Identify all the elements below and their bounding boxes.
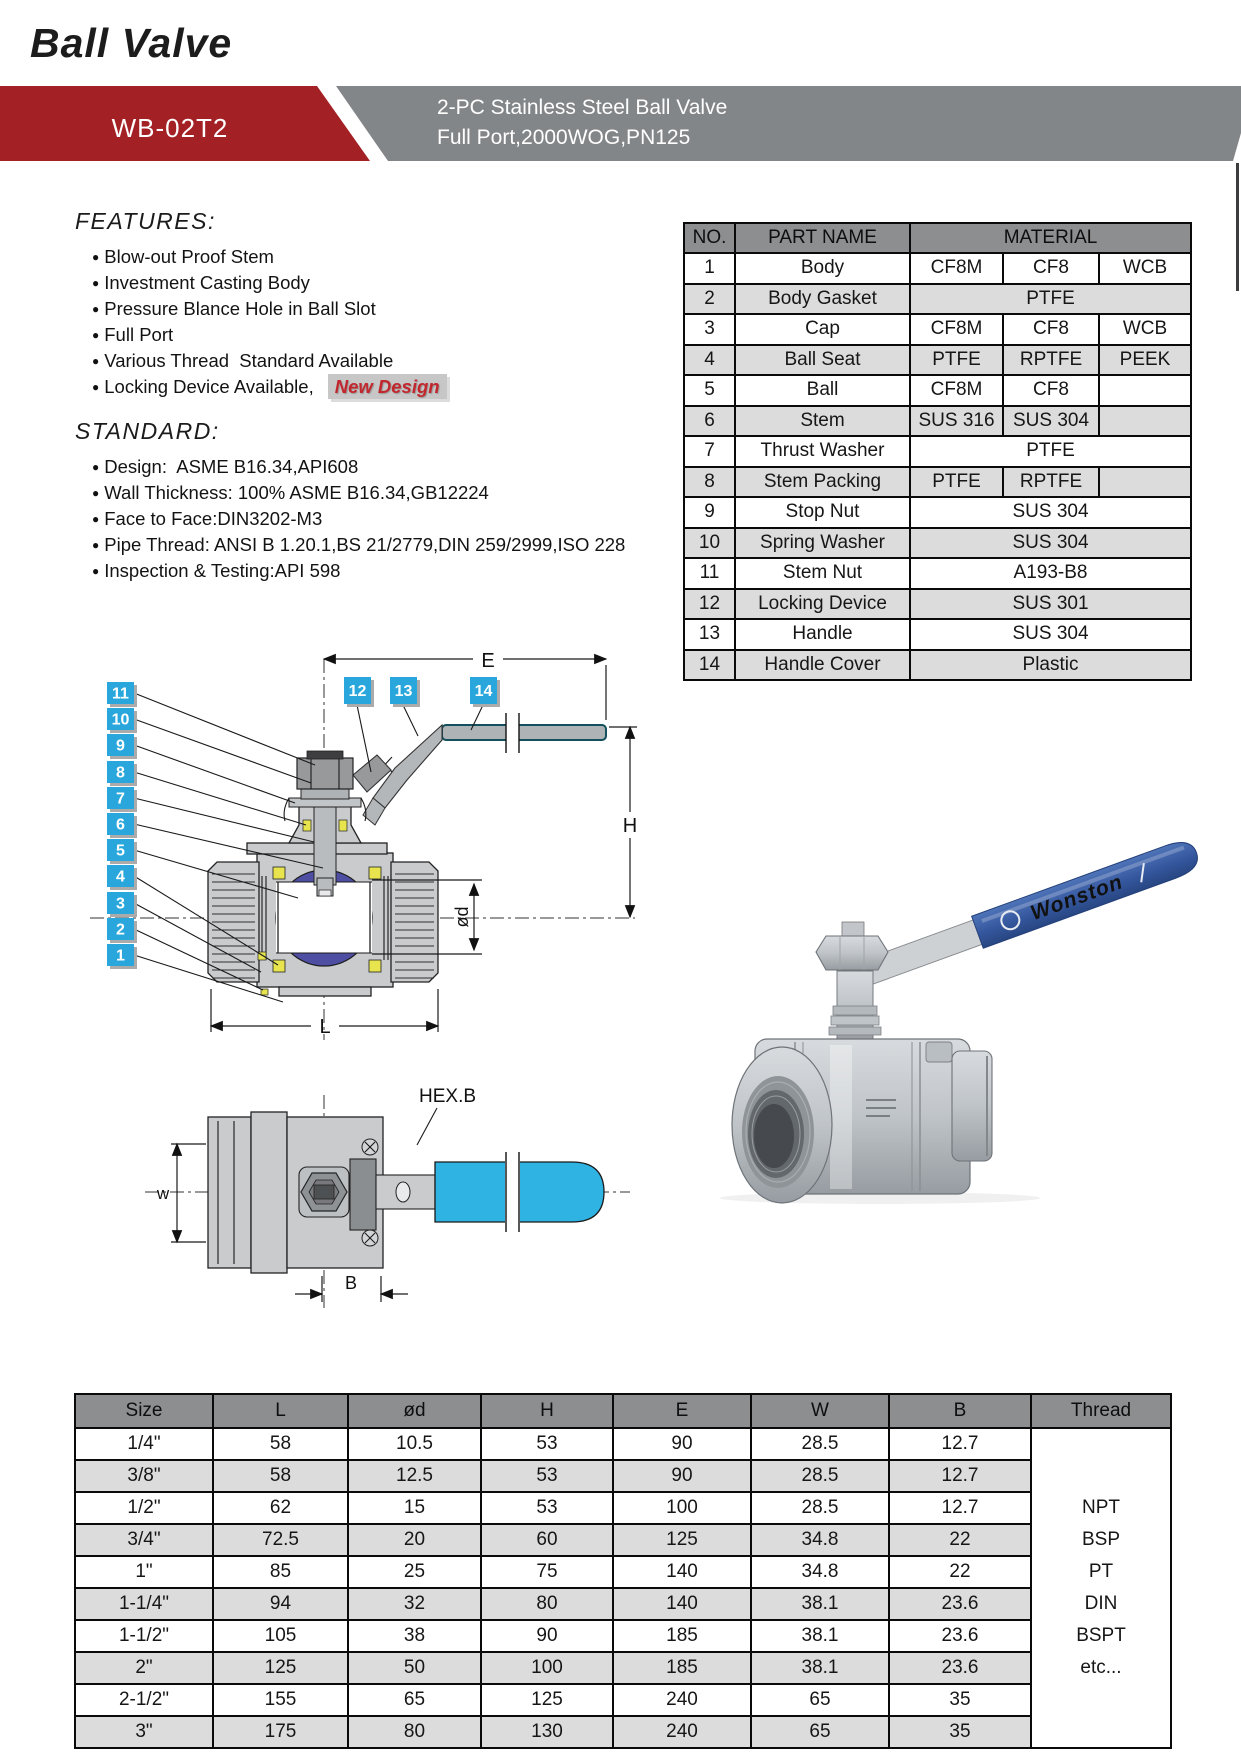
svg-text:2: 2 (116, 921, 125, 939)
technical-drawing (85, 640, 650, 1320)
table-row (684, 375, 1191, 406)
table-row (684, 314, 1191, 345)
callout-5 (107, 839, 137, 864)
svg-text:4: 4 (116, 868, 125, 886)
table-row (684, 528, 1191, 559)
product-photo (700, 770, 1241, 1205)
svg-text:8: 8 (116, 764, 125, 782)
dim-cell: 240 (613, 1684, 751, 1716)
part-name: Locking Device (735, 589, 910, 620)
svg-text:11: 11 (112, 685, 129, 703)
list-item (92, 558, 625, 584)
svg-text:12: 12 (348, 683, 367, 700)
dim-cell: 15 (348, 1492, 481, 1524)
dim-cell: 38.1 (751, 1620, 889, 1652)
dim-cell: 62 (213, 1492, 348, 1524)
part-material: CF8M (910, 314, 1003, 345)
part-no: 7 (684, 436, 735, 467)
part-name: Stop Nut (735, 497, 910, 528)
callout-11 (107, 682, 137, 707)
features-list (92, 244, 447, 400)
part-no: 14 (684, 650, 735, 681)
part-name: Body (735, 253, 910, 284)
part-no: 10 (684, 528, 735, 559)
dim-cell: 185 (613, 1652, 751, 1684)
table-row (75, 1588, 1171, 1620)
part-material (1099, 467, 1191, 498)
table-row (75, 1428, 1171, 1460)
part-material (1099, 406, 1191, 437)
part-material: WCB (1099, 314, 1191, 345)
svg-text:9: 9 (116, 737, 125, 755)
dim-label-B: B (344, 1273, 358, 1293)
scan-edge-artifact (1236, 163, 1239, 291)
svg-text:1: 1 (116, 947, 125, 965)
table-row (684, 284, 1191, 315)
dim-cell: 12.7 (889, 1460, 1031, 1492)
dim-cell: 35 (889, 1716, 1031, 1748)
dim-cell: 28.5 (751, 1428, 889, 1460)
dim-cell: 23.6 (889, 1620, 1031, 1652)
banner-subtitle (437, 93, 727, 153)
table-row (684, 619, 1191, 650)
col-E: E (613, 1394, 751, 1428)
table-row (684, 436, 1191, 467)
list-item (92, 348, 447, 374)
dim-label-W: w (156, 1184, 170, 1203)
callout-2 (107, 918, 137, 943)
part-name: Stem (735, 406, 910, 437)
col-od: ød (348, 1394, 481, 1428)
dim-cell: 53 (481, 1460, 613, 1492)
part-name: Handle Cover (735, 650, 910, 681)
dim-cell: 53 (481, 1492, 613, 1524)
callout-3 (107, 892, 137, 917)
dim-label-L: L (319, 1016, 331, 1038)
dim-cell: 65 (751, 1684, 889, 1716)
part-material: PEEK (1099, 345, 1191, 376)
dim-cell: 185 (613, 1620, 751, 1652)
size-cell: 1/4" (75, 1428, 213, 1460)
part-no: 2 (684, 284, 735, 315)
dim-cell: 12.7 (889, 1428, 1031, 1460)
part-material: SUS 304 (910, 619, 1191, 650)
thread-option: etc... (1080, 1657, 1122, 1678)
dim-cell: 105 (213, 1620, 348, 1652)
col-thread: Thread (1031, 1394, 1171, 1428)
part-no: 3 (684, 314, 735, 345)
thread-option: PT (1088, 1561, 1114, 1582)
part-no: 6 (684, 406, 735, 437)
standard-text: Face to Face:DIN3202-M3 (104, 508, 323, 529)
dim-cell: 12.5 (348, 1460, 481, 1492)
dim-cell: 125 (613, 1524, 751, 1556)
callout-10 (107, 708, 137, 733)
table-row (684, 558, 1191, 589)
size-cell: 1-1/4" (75, 1588, 213, 1620)
dim-cell: 23.6 (889, 1588, 1031, 1620)
dim-cell: 94 (213, 1588, 348, 1620)
dim-cell: 80 (348, 1716, 481, 1748)
callout-1 (107, 944, 137, 969)
top-view-drawing (145, 1086, 630, 1308)
table-header-row (75, 1394, 1171, 1428)
dim-cell: 130 (481, 1716, 613, 1748)
table-header-row (684, 223, 1191, 253)
part-name: Cap (735, 314, 910, 345)
thread-options-cell (1031, 1428, 1171, 1748)
standard-heading: STANDARD: (75, 418, 220, 444)
photo-handle (862, 837, 1203, 989)
part-material: PTFE (910, 345, 1003, 376)
part-material: WCB (1099, 253, 1191, 284)
dim-cell: 125 (213, 1652, 348, 1684)
part-no: 4 (684, 345, 735, 376)
part-no: 1 (684, 253, 735, 284)
dim-cell: 38.1 (751, 1588, 889, 1620)
part-name: Body Gasket (735, 284, 910, 315)
part-name: Ball (735, 375, 910, 406)
part-material: SUS 304 (1003, 406, 1099, 437)
standard-text: Wall Thickness: 100% ASME B16.34,GB12224 (104, 482, 489, 503)
list-item (92, 322, 447, 348)
standard-list (92, 454, 625, 584)
part-no: 12 (684, 589, 735, 620)
dim-cell: 72.5 (213, 1524, 348, 1556)
dim-cell: 23.6 (889, 1652, 1031, 1684)
part-no: 9 (684, 497, 735, 528)
dim-cell: 35 (889, 1684, 1031, 1716)
table-row (75, 1684, 1171, 1716)
part-no: 8 (684, 467, 735, 498)
dim-label-E: E (481, 650, 495, 672)
callout-9 (107, 734, 137, 759)
dim-cell: 140 (613, 1556, 751, 1588)
dim-cell: 100 (613, 1492, 751, 1524)
thread-option: BSP (1081, 1529, 1121, 1550)
part-material: A193-B8 (910, 558, 1191, 589)
feature-text: Full Port (104, 324, 174, 345)
dim-cell: 38.1 (751, 1652, 889, 1684)
part-material: CF8M (910, 375, 1003, 406)
table-row (75, 1716, 1171, 1748)
thread-option: DIN (1084, 1593, 1118, 1614)
dim-cell: 22 (889, 1524, 1031, 1556)
dim-cell: 28.5 (751, 1460, 889, 1492)
standard-text: Inspection & Testing:API 598 (104, 560, 341, 581)
banner-line2: Full Port,2000WOG,PN125 (437, 126, 691, 149)
part-name: Thrust Washer (735, 436, 910, 467)
dim-cell: 28.5 (751, 1492, 889, 1524)
table-row (684, 650, 1191, 681)
part-material: SUS 304 (910, 528, 1191, 559)
svg-text:14: 14 (474, 683, 493, 700)
dim-label-od: ød (452, 906, 472, 928)
dimensions-table (74, 1393, 1172, 1749)
standard-text: Design: ASME B16.34,API608 (104, 456, 359, 477)
dim-label-H: H (622, 815, 638, 837)
size-cell: 2-1/2" (75, 1684, 213, 1716)
list-item (92, 244, 447, 270)
callout-8 (107, 761, 137, 786)
dim-cell: 12.7 (889, 1492, 1031, 1524)
bullet-icon: ● (92, 354, 100, 368)
col-W: W (751, 1394, 889, 1428)
bullet-icon: ● (92, 302, 100, 316)
dim-cell: 22 (889, 1556, 1031, 1588)
thread-option: BSPT (1076, 1625, 1126, 1646)
dim-cell: 90 (613, 1428, 751, 1460)
bullet-icon: ● (92, 512, 100, 526)
svg-text:7: 7 (116, 790, 125, 808)
size-cell: 1/2" (75, 1492, 213, 1524)
part-material: PTFE (910, 284, 1191, 315)
part-material: SUS 304 (910, 497, 1191, 528)
dim-cell: 65 (348, 1684, 481, 1716)
table-row (75, 1652, 1171, 1684)
part-name: Ball Seat (735, 345, 910, 376)
part-name: Stem Packing (735, 467, 910, 498)
svg-text:3: 3 (116, 895, 125, 913)
table-row (684, 406, 1191, 437)
col-H: H (481, 1394, 613, 1428)
dim-cell: 240 (613, 1716, 751, 1748)
callout-13 (390, 677, 420, 707)
part-material: SUS 301 (910, 589, 1191, 620)
dim-cell: 140 (613, 1588, 751, 1620)
standard-section (75, 418, 625, 584)
callout-12 (344, 677, 374, 707)
bullet-icon: ● (92, 564, 100, 578)
dim-cell: 75 (481, 1556, 613, 1588)
banner-line1: 2-PC Stainless Steel Ball Valve (437, 96, 728, 119)
part-name: Stem Nut (735, 558, 910, 589)
feature-text: Locking Device Available, (104, 376, 314, 397)
size-cell: 3/4" (75, 1524, 213, 1556)
part-name: Handle (735, 619, 910, 650)
dim-cell: 175 (213, 1716, 348, 1748)
part-name: Spring Washer (735, 528, 910, 559)
dim-cell: 38 (348, 1620, 481, 1652)
page-title: Ball Valve (30, 20, 233, 66)
part-material: CF8 (1003, 253, 1099, 284)
dim-cell: 20 (348, 1524, 481, 1556)
part-material (1099, 375, 1191, 406)
brand-text: Wonston (1027, 870, 1127, 925)
dim-cell: 58 (213, 1428, 348, 1460)
part-no: 13 (684, 619, 735, 650)
part-material: SUS 316 (910, 406, 1003, 437)
bullet-icon: ● (92, 328, 100, 342)
dim-label-HEXB: HEX.B (419, 1086, 477, 1107)
table-row (684, 589, 1191, 620)
col-size: Size (75, 1394, 213, 1428)
dim-cell: 58 (213, 1460, 348, 1492)
bullet-icon: ● (92, 250, 100, 264)
dim-cell: 65 (751, 1716, 889, 1748)
size-cell: 3" (75, 1716, 213, 1748)
dim-cell: 100 (481, 1652, 613, 1684)
features-section (75, 208, 447, 400)
table-row (75, 1492, 1171, 1524)
part-material: PTFE (910, 467, 1003, 498)
col-B: B (889, 1394, 1031, 1428)
dim-cell: 10.5 (348, 1428, 481, 1460)
list-item (92, 506, 625, 532)
size-cell: 3/8" (75, 1460, 213, 1492)
part-no: 5 (684, 375, 735, 406)
model-number: WB-02T2 (111, 113, 229, 143)
parts-material-table (683, 222, 1192, 681)
dim-cell: 80 (481, 1588, 613, 1620)
part-material: Plastic (910, 650, 1191, 681)
bullet-icon: ● (92, 486, 100, 500)
feature-text: Pressure Blance Hole in Ball Slot (104, 298, 376, 319)
dim-cell: 60 (481, 1524, 613, 1556)
header-banner (0, 86, 1241, 161)
callout-4 (107, 865, 137, 890)
size-cell: 1" (75, 1556, 213, 1588)
svg-text:13: 13 (394, 683, 413, 700)
list-item (92, 480, 625, 506)
part-material: PTFE (910, 436, 1191, 467)
col-L: L (213, 1394, 348, 1428)
col-part-name: PART NAME (735, 223, 910, 253)
callout-7 (107, 787, 137, 812)
dim-cell: 90 (481, 1620, 613, 1652)
table-row (684, 467, 1191, 498)
feature-text: Various Thread Standard Available (104, 350, 394, 371)
dim-cell: 32 (348, 1588, 481, 1620)
table-row (75, 1460, 1171, 1492)
table-row (684, 253, 1191, 284)
feature-text: Investment Casting Body (104, 272, 310, 293)
bullet-icon: ● (92, 276, 100, 290)
dim-cell: 155 (213, 1684, 348, 1716)
size-cell: 1-1/2" (75, 1620, 213, 1652)
size-cell: 2" (75, 1652, 213, 1684)
new-design-badge: New Design (328, 374, 447, 399)
part-no: 11 (684, 558, 735, 589)
part-material: CF8 (1003, 314, 1099, 345)
table-row (75, 1556, 1171, 1588)
bullet-icon: ● (92, 460, 100, 474)
dim-cell: 25 (348, 1556, 481, 1588)
standard-text: Pipe Thread: ANSI B 1.20.1,BS 21/2779,DIN 259/2999,ISO 228 (104, 534, 626, 555)
handle-lever-drawing (353, 713, 606, 825)
col-no: NO. (684, 223, 735, 253)
col-material: MATERIAL (910, 223, 1191, 253)
table-row (684, 345, 1191, 376)
part-material: RPTFE (1003, 467, 1099, 498)
list-item (92, 454, 625, 480)
dim-cell: 50 (348, 1652, 481, 1684)
callout-6 (107, 813, 137, 838)
stem-nut-drawing (297, 758, 353, 789)
table-row (75, 1524, 1171, 1556)
bullet-icon: ● (92, 538, 100, 552)
list-item (92, 296, 447, 322)
part-material: RPTFE (1003, 345, 1099, 376)
list-item (92, 374, 447, 400)
dim-cell: 90 (613, 1460, 751, 1492)
table-row (75, 1620, 1171, 1652)
dim-cell: 53 (481, 1428, 613, 1460)
part-material: CF8M (910, 253, 1003, 284)
part-material: CF8 (1003, 375, 1099, 406)
table-row (684, 497, 1191, 528)
features-heading: FEATURES: (75, 208, 216, 234)
svg-text:5: 5 (116, 842, 125, 860)
svg-text:10: 10 (111, 711, 130, 729)
photo-valve-body (732, 1039, 992, 1203)
feature-text: Blow-out Proof Stem (104, 246, 274, 267)
list-item (92, 532, 625, 558)
dim-cell: 125 (481, 1684, 613, 1716)
dim-cell: 85 (213, 1556, 348, 1588)
callout-14 (470, 677, 500, 707)
thread-option: NPT (1082, 1497, 1120, 1518)
bullet-icon: ● (92, 380, 100, 394)
dim-cell: 34.8 (751, 1524, 889, 1556)
dim-cell: 34.8 (751, 1556, 889, 1588)
list-item (92, 270, 447, 296)
svg-text:6: 6 (116, 816, 125, 834)
